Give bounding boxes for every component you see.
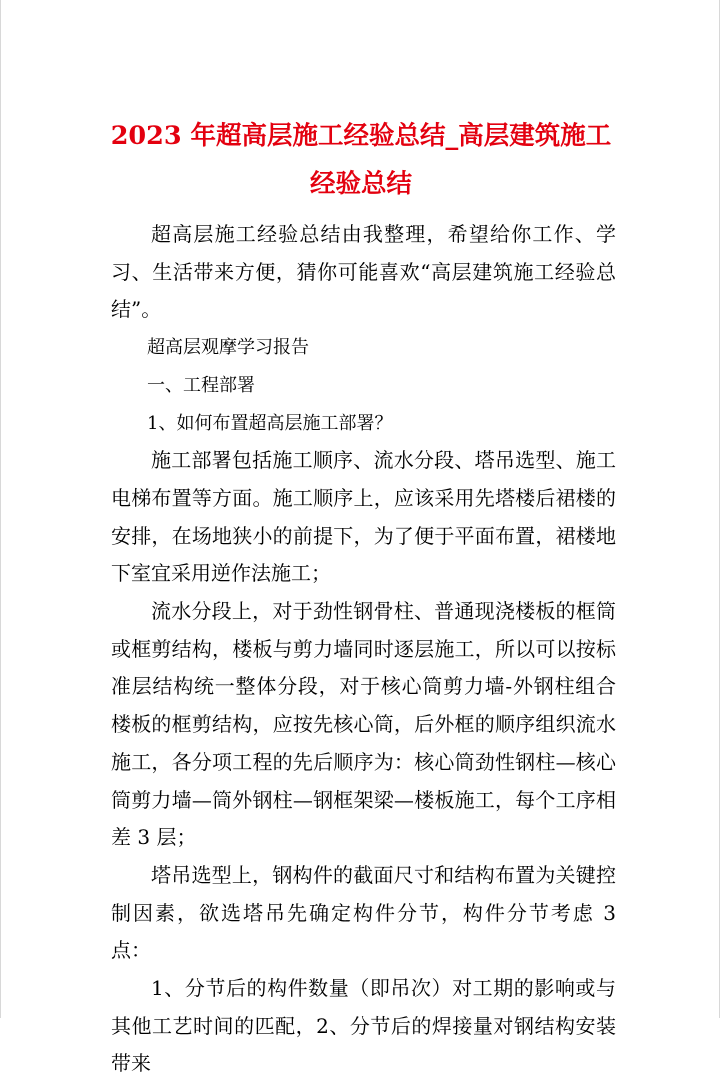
section-heading: 一、工程部署 — [147, 374, 255, 396]
document-title — [91, 112, 631, 208]
question-heading: 1、如何布置超高层施工部署？ — [147, 412, 393, 434]
report-heading: 超高层观摩学习报告 — [147, 337, 309, 359]
intro-paragraph: 超高层施工经验总结由我整理，希望给你工作、学习、生活带来方便，猜你可能喜欢“高层建筑施工经验总结”。 — [111, 222, 616, 322]
body-paragraph: 流水分段上，对于劲性钢骨柱、普通现浇楼板的框筒或框剪结构，楼板与剪力墙同时逐层施工，所以可以按标准层结构统一整体分段，对于核心筒剪力墙-外钢柱组合楼板的框剪结构，应按先核心筒，后外框的顺序组织流水施工，各分项工程的先后顺序为：核心筒劲性钢柱—核心筒剪力墙—筒外钢柱—钢框架梁—楼板施工，每个工序相差 3 层； — [111, 599, 616, 850]
title-line-1: 2023 年超高层施工经验总结_高层建筑施工 — [110, 121, 612, 151]
title-line-2: 经验总结 — [309, 169, 412, 199]
body-paragraph: 1、分节后的构件数量（即吊次）对工期的影响或与其他工艺时间的匹配，2、分节后的焊接量对钢结构安装带来 — [111, 976, 616, 1076]
body-paragraph: 塔吊选型上，钢构件的截面尺寸和结构布置为关键控制因素，欲选塔吊先确定构件分节，构件分节考虑 3 点： — [111, 862, 616, 963]
document-body — [111, 216, 616, 1083]
body-paragraph: 施工部署包括施工顺序、流水分段、塔吊选型、施工电梯布置等方面。施工顺序上，应该采用先塔楼后裙楼的安排，在场地狭小的前提下，为了便于平面布置，裙楼地下室宜采用逆作法施工； — [111, 448, 616, 586]
